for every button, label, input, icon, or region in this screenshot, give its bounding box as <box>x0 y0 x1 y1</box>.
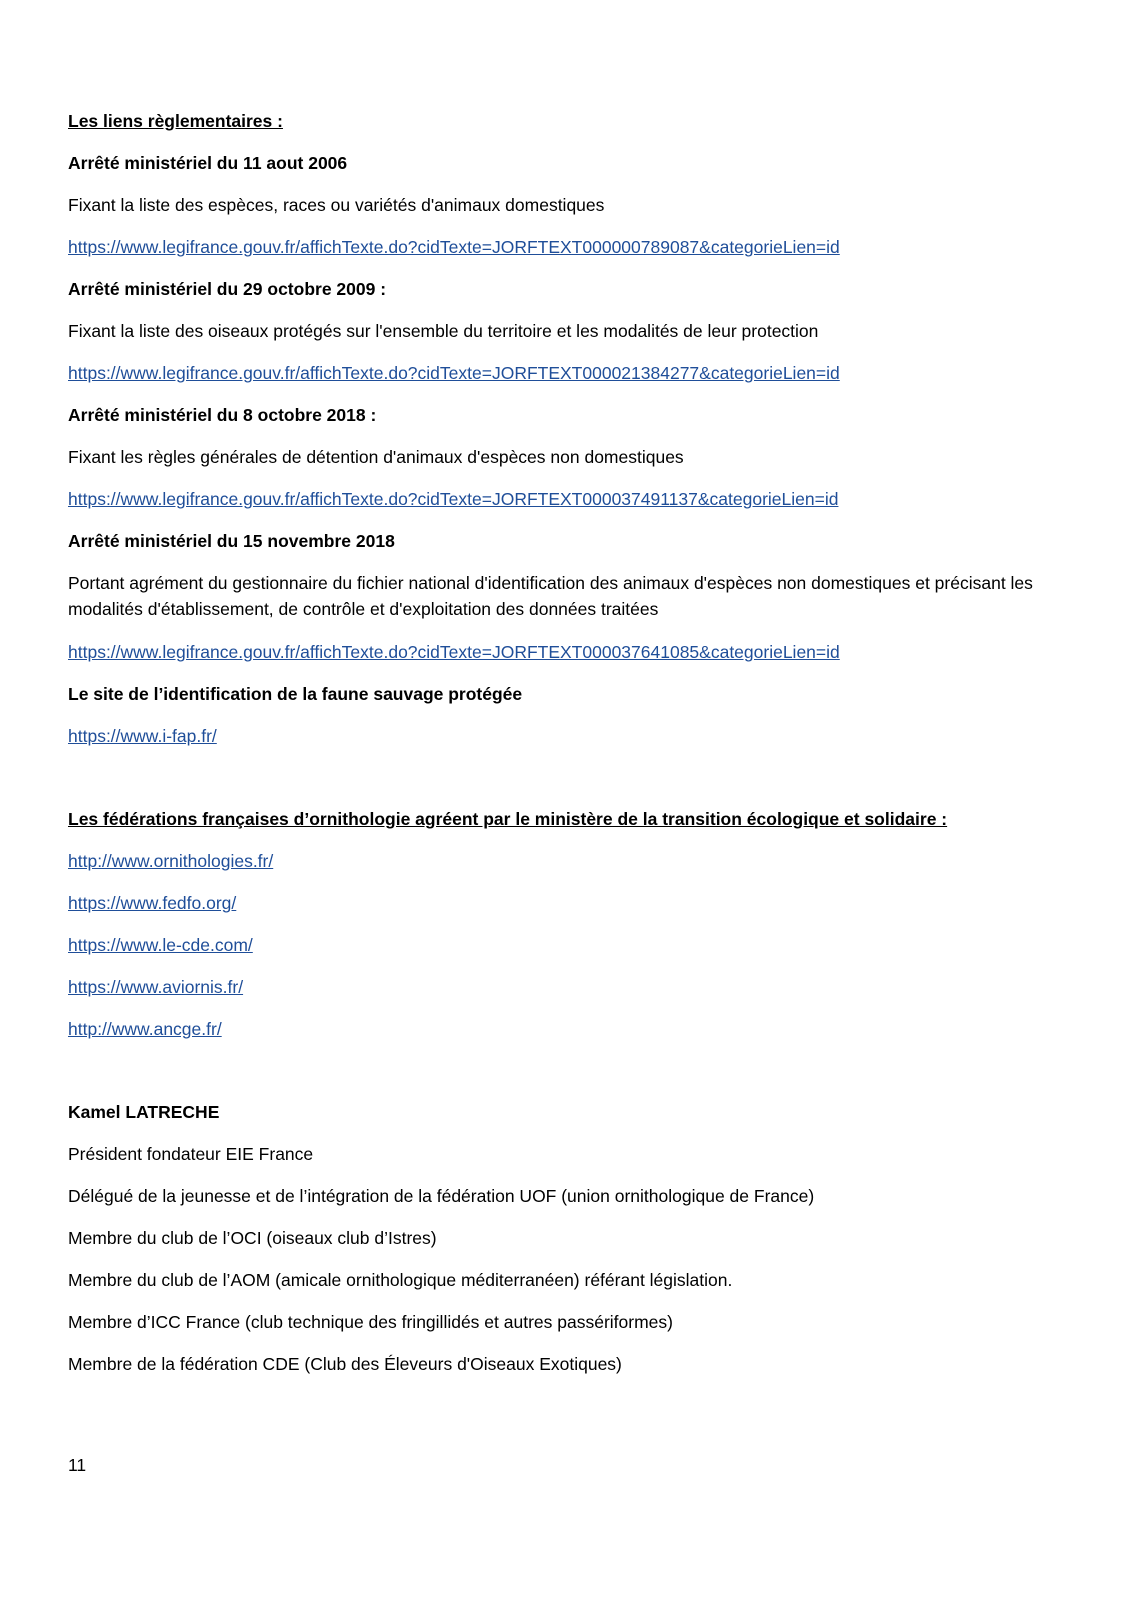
section-heading-regulatory-links: Les liens règlementaires : <box>68 111 283 131</box>
decree-description-2006: Fixant la liste des espèces, races ou variétés d'animaux domestiques <box>68 195 605 215</box>
signature-role: Délégué de la jeunesse et de l’intégration de la fédération UOF (union ornithologique de France) <box>68 1186 815 1206</box>
federation-link[interactable]: http://www.ancge.fr/ <box>68 1019 222 1039</box>
decree-title-2006: Arrêté ministériel du 11 aout 2006 <box>68 153 348 173</box>
decree-link-oct-2018[interactable]: https://www.legifrance.gouv.fr/affichTexte.do?cidTexte=JORFTEXT000037491137&categorieLien=id <box>68 489 839 509</box>
signature-role: Membre d’ICC France (club technique des fringillidés et autres passériformes) <box>68 1312 673 1332</box>
ifap-site-title: Le site de l’identification de la faune sauvage protégée <box>68 684 523 704</box>
decree-title-2009: Arrêté ministériel du 29 octobre 2009 : <box>68 279 387 299</box>
federation-link[interactable]: https://www.aviornis.fr/ <box>68 977 244 997</box>
signature-role: Membre de la fédération CDE (Club des Éleveurs d'Oiseaux Exotiques) <box>68 1354 622 1374</box>
decree-description-oct-2018: Fixant les règles générales de détention d'animaux d'espèces non domestiques <box>68 447 684 467</box>
section-heading-federations: Les fédérations françaises d’ornithologie agréent par le ministère de la transition écologique et solidaire : <box>68 809 948 829</box>
decree-title-oct-2018: Arrêté ministériel du 8 octobre 2018 : <box>68 405 377 425</box>
signature-name: Kamel LATRECHE <box>68 1102 220 1122</box>
decree-link-2009[interactable]: https://www.legifrance.gouv.fr/affichTexte.do?cidTexte=JORFTEXT000021384277&categorieLien=id <box>68 363 840 383</box>
signature-role: Membre du club de l’AOM (amicale ornithologique méditerranéen) référant législation. <box>68 1270 733 1290</box>
decree-link-2006[interactable]: https://www.legifrance.gouv.fr/affichTexte.do?cidTexte=JORFTEXT000000789087&categorieLien=id <box>68 237 840 257</box>
decree-description-2009: Fixant la liste des oiseaux protégés sur l'ensemble du territoire et les modalités de leur protection <box>68 321 819 341</box>
federation-link[interactable]: https://www.le-cde.com/ <box>68 935 253 955</box>
page-number: 11 <box>68 1455 87 1475</box>
federation-link[interactable]: https://www.fedfo.org/ <box>68 893 237 913</box>
ifap-site-link[interactable]: https://www.i-fap.fr/ <box>68 726 217 746</box>
federation-link[interactable]: http://www.ornithologies.fr/ <box>68 851 274 871</box>
decree-title-nov-2018: Arrêté ministériel du 15 novembre 2018 <box>68 531 395 551</box>
decree-description-nov-2018: Portant agrément du gestionnaire du fichier national d'identification des animaux d'espèces non domestiques et précisant les modalités d'établissement, de contrôle et d'exploitation des données traitées <box>68 573 1033 619</box>
decree-link-nov-2018[interactable]: https://www.legifrance.gouv.fr/affichTexte.do?cidTexte=JORFTEXT000037641085&categorieLien=id <box>68 642 840 662</box>
signature-role: Membre du club de l’OCI (oiseaux club d’Istres) <box>68 1228 437 1248</box>
signature-role: Président fondateur EIE France <box>68 1144 314 1164</box>
